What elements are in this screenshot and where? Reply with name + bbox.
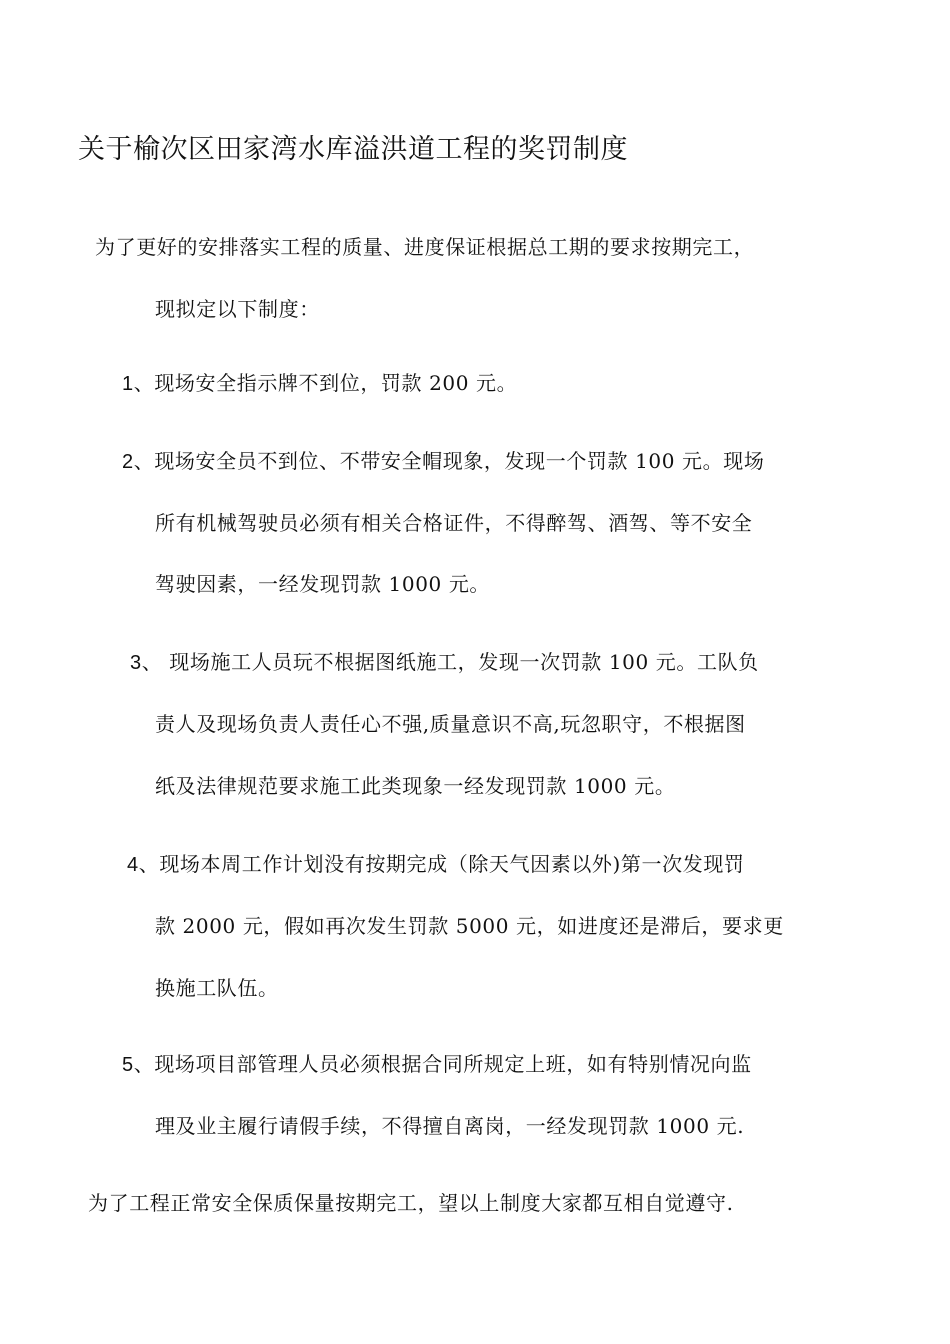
rule-number: 2、 [122, 451, 155, 473]
rule-item-3-line-2: 责人及现场负责人责任心不强,质量意识不高,玩忽职守，不根据图 [155, 712, 746, 736]
closing-statement: 为了工程正常安全保质保量按期完工，望以上制度大家都互相自觉遵守. [88, 1191, 734, 1215]
rule-item-4 [127, 850, 745, 879]
rule-item-4-line-2: 款 2000 元，假如再次发生罚款 5000 元，如进度还是滞后，要求更 [155, 914, 784, 938]
rule-item-1 [122, 369, 517, 398]
rule-item-2 [122, 447, 764, 476]
rule-item-3-line-3: 纸及法律规范要求施工此类现象一经发现罚款 1000 元。 [155, 774, 676, 798]
rule-number: 3、 [130, 652, 163, 674]
rule-number: 1、 [122, 373, 155, 395]
intro-line-1: 为了更好的安排落实工程的质量、进度保证根据总工期的要求按期完工， [95, 235, 755, 259]
rule-text: 现场项目部管理人员必须根据合同所规定上班，如有特别情况向监 [154, 1052, 752, 1076]
rule-item-3 [130, 648, 759, 677]
rule-number: 5、 [122, 1054, 155, 1076]
rule-item-4-line-3: 换施工队伍。 [155, 976, 279, 1000]
rule-number: 4、 [127, 854, 160, 876]
rule-item-5 [122, 1050, 752, 1079]
rule-item-2-line-3: 驾驶因素，一经发现罚款 1000 元。 [155, 572, 491, 596]
rule-text: 现场施工人员玩不根据图纸施工，发现一次罚款 100 元。工队负 [162, 650, 759, 674]
rule-text: 现场本周工作计划没有按期完成（除天气因素以外)第一次发现罚 [159, 852, 745, 876]
rule-item-5-line-2: 理及业主履行请假手续，不得擅自离岗，一经发现罚款 1000 元. [155, 1114, 745, 1138]
rule-text: 现场安全指示牌不到位，罚款 200 元。 [154, 371, 518, 395]
document-title: 关于榆次区田家湾水库溢洪道工程的奖罚制度 [78, 134, 628, 165]
intro-line-2: 现拟定以下制度： [155, 297, 320, 321]
rule-item-2-line-2: 所有机械驾驶员必须有相关合格证件，不得醉驾、酒驾、等不安全 [155, 511, 753, 535]
rule-text: 现场安全员不到位、不带安全帽现象，发现一个罚款 100 元。现场 [154, 449, 765, 473]
